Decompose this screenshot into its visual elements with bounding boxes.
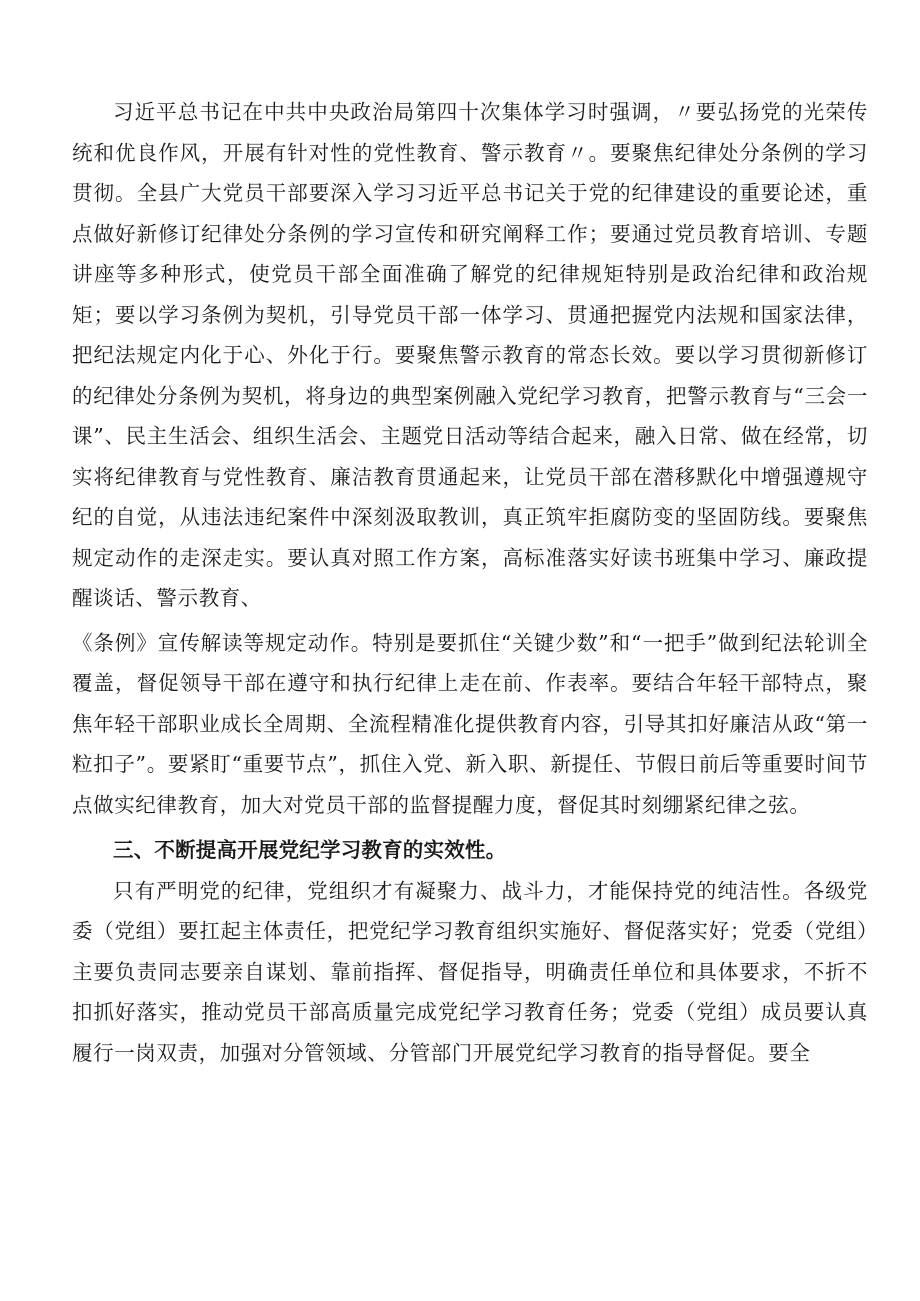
body-paragraph-1: 习近平总书记在中共中央政治局第四十次集体学习时强调，〃要弘扬党的光荣传统和优良作风，开展有针对性的党性教育、警示教育〃。要聚焦纪律处分条例的学习贯彻。全县广大党员干部要深入学习习近平总书记关于党的纪律建设的重要论述，重点做好新修订纪律处分条例的学习宣传和研究阐释工作；要通过党员教育培训、专题讲座等多种形式，使党员干部全面准确了解党的纪律规矩特别是政治纪律和政治规矩；要以学习条例为契机，引导党员干部一体学习、贯通把握党内法规和国家法律，把纪法规定内化于心、外化于行。要聚焦警示教育的常态长效。要以学习贯彻新修订的纪律处分条例为契机，将身边的典型案例融入党纪学习教育，把警示教育与“三会一课”、民主生活会、组织生活会、主题党日活动等结合起来，融入日常、做在经常，切实将纪律教育与党性教育、廉洁教育贯通起来，让党员干部在潜移默化中增强遵规守纪的自觉，从违法违纪案件中深刻汲取教训，真正筑牢拒腐防变的坚固防线。要聚焦规定动作的走深走实。要认真对照工作方案，高标准落实好读书班集中学习、廉政提醒谈话、警示教育、 (72, 100, 868, 610)
body-paragraph-3: 只有严明党的纪律，党组织才有凝聚力、战斗力，才能保持党的纯洁性。各级党委（党组）要扛起主体责任，把党纪学习教育组织实施好、督促落实好；党委（党组）主要负责同志要亲自谋划、靠前指挥、督促指导，明确责任单位和具体要求，不折不扣抓好落实，推动党员干部高质量完成党纪学习教育任务；党委（党组）成员要认真履行一岗双责，加强对分管领域、分管部门开展党纪学习教育的指导督促。要全 (72, 878, 868, 1065)
body-paragraph-2: 《条例》宣传解读等规定动作。特别是要抓住“关键少数”和“一把手”做到纪法轮训全覆盖，督促领导干部在遵守和执行纪律上走在前、作表率。要结合年轻干部特点，聚焦年轻干部职业成长全周期、全流程精准化提供教育内容，引导其扣好廉洁从政“第一粒扣子”。要紧盯“重要节点”，抓住入党、新入职、新提任、节假日前后等重要时间节点做实纪律教育，加大对党员干部的监督提醒力度，督促其时刻绷紧纪律之弦。 (72, 630, 868, 817)
section-heading: 三、不断提高开展党纪学习教育的实效性。 (113, 838, 507, 862)
